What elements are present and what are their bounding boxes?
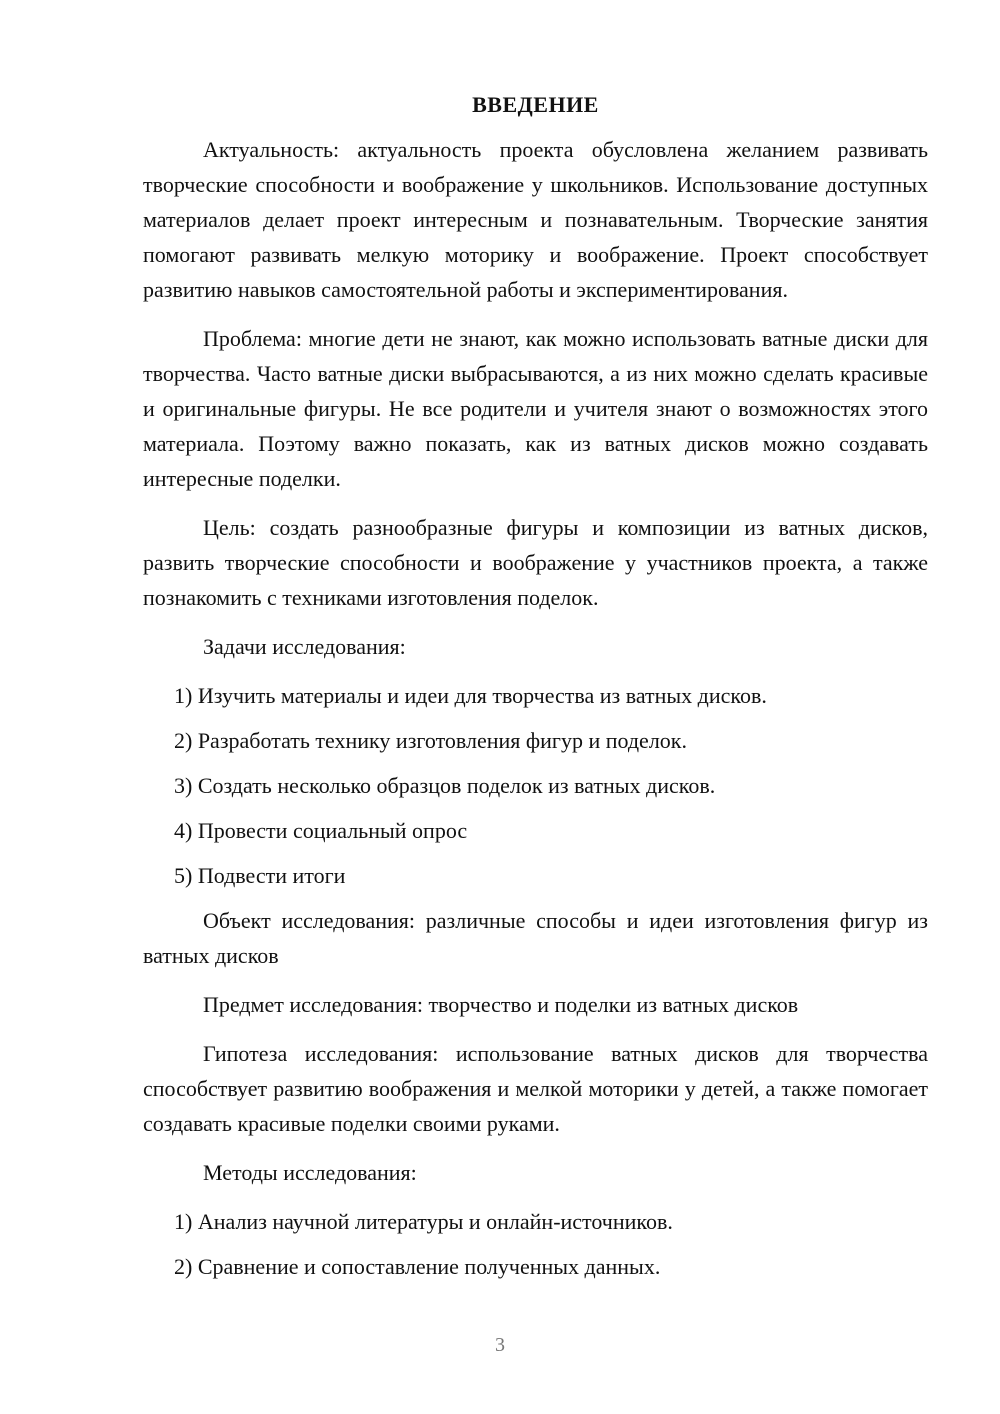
goal-paragraph: Цель: создать разнообразные фигуры и композиции из ватных дисков, развить творческие способности и воображение у участников проекта, а также познакомить с техниками изготовления поделок. — [143, 515, 928, 610]
page-number: 3 — [495, 1334, 505, 1356]
list-item: 5) Подвести итоги — [174, 863, 346, 888]
list-item: 1) Анализ научной литературы и онлайн-источников. — [174, 1209, 673, 1234]
subject-paragraph: Предмет исследования: творчество и поделки из ватных дисков — [203, 992, 799, 1017]
hypothesis-paragraph: Гипотеза исследования: использование ватных дисков для творчества способствует развитию воображения и мелкой моторики у детей, а также помогает создавать красивые поделки своими руками. — [143, 1041, 928, 1136]
relevance-paragraph: Актуальность: актуальность проекта обусловлена желанием развивать творческие способности и воображение у школьников. Использование доступных материалов делает проект интересным и познавательным. Творческие занятия помогают развивать мелкую моторику и воображение. Проект способствует развитию навыков самостоятельной работы и экспериментирования. — [143, 137, 928, 302]
list-item: 1) Изучить материалы и идеи для творчества из ватных дисков. — [174, 683, 767, 708]
methods-list — [143, 1204, 928, 1284]
list-item: 3) Создать несколько образцов поделок из ватных дисков. — [174, 773, 716, 798]
tasks-list — [143, 678, 928, 893]
problem-paragraph: Проблема: многие дети не знают, как можно использовать ватные диски для творчества. Часто ватные диски выбрасываются, а из них можно сделать красивые и оригинальные фигуры. Не все родители и учителя знают о возможностях этого материала. Поэтому важно показать, как из ватных дисков можно создавать интересные поделки. — [143, 326, 928, 491]
object-paragraph: Объект исследования: различные способы и идеи изготовления фигур из ватных дисков — [143, 908, 928, 968]
list-item: 2) Сравнение и сопоставление полученных данных. — [174, 1254, 661, 1279]
tasks-heading: Задачи исследования: — [203, 634, 406, 659]
list-item: 2) Разработать технику изготовления фигур и поделок. — [174, 728, 687, 753]
document-page — [143, 92, 928, 1294]
methods-heading: Методы исследования: — [203, 1160, 417, 1185]
list-item: 4) Провести социальный опрос — [174, 818, 468, 843]
section-title: ВВЕДЕНИЕ — [472, 92, 599, 117]
